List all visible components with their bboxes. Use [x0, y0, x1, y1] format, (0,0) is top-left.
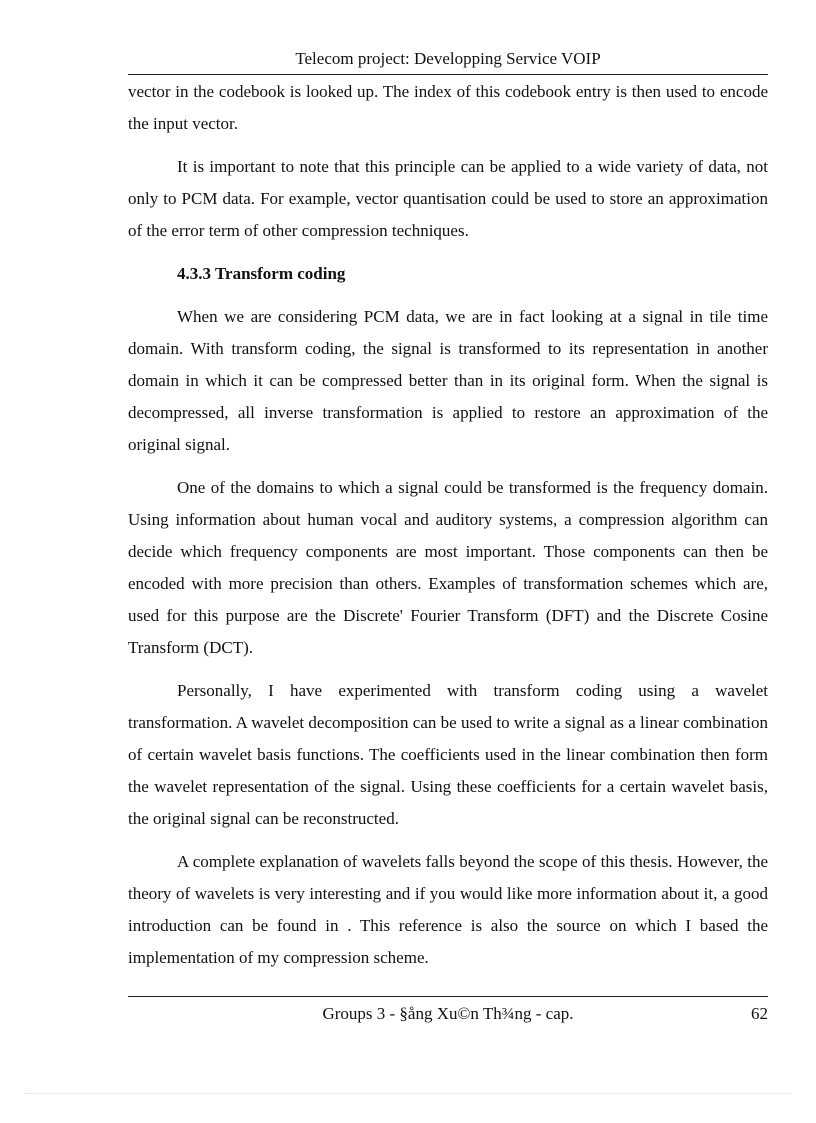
page-footer — [128, 1002, 768, 1026]
paragraph-codebook-continuation: vector in the codebook is looked up. The index of this codebook entry is then used to encode the input vector. — [128, 82, 768, 133]
page-header: Telecom project: Developping Service VOIP — [295, 49, 601, 68]
header-divider — [128, 74, 768, 75]
paragraph-wavelet-transformation: Personally, I have experimented with transform coding using a wavelet transformation. A wavelet decomposition can be used to write a signal as a linear combination of certain wavelet basis functions. The coefficients used in the linear combination then form the wavelet representation of the signal. Using these coefficients for a certain wavelet basis, the original signal can be reconstructed. — [128, 681, 768, 828]
page-number: 62 — [751, 1004, 768, 1023]
footer-divider — [128, 996, 768, 997]
page-body — [128, 76, 768, 985]
footer-text: Groups 3 - §ång Xu©n Th¾ng - cap. — [322, 1004, 574, 1023]
paragraph-wavelet-explanation: A complete explanation of wavelets falls beyond the scope of this thesis. However, the theory of wavelets is very interesting and if you would like more information about it, a good introduction can be found in . This reference is also the source on which I based the implementation of my compression scheme. — [128, 852, 768, 967]
paragraph-vector-quantisation: It is important to note that this principle can be applied to a wide variety of data, not only to PCM data. For example, vector quantisation could be used to store an approximation of the error term of other compression techniques. — [128, 157, 768, 240]
bottom-dotted-border — [24, 1093, 792, 1094]
paragraph-frequency-domain: One of the domains to which a signal could be transformed is the frequency domain. Using information about human vocal and auditory systems, a compression algorithm can decide which frequency components are most important. Those components can then be encoded with more precision than others. Examples of transformation schemes which are, used for this purpose are the Discrete' Fourier Transform (DFT) and the Discrete Cosine Transform (DCT). — [128, 478, 768, 657]
section-heading: 4.3.3 Transform coding — [177, 264, 346, 283]
paragraph-transform-coding: When we are considering PCM data, we are in fact looking at a signal in tile time domain. With transform coding, the signal is transformed to its representation in another domain in which it can be compressed better than in its original form. When the signal is decompressed, all inverse transformation is applied to restore an approximation of the original signal. — [128, 307, 768, 454]
